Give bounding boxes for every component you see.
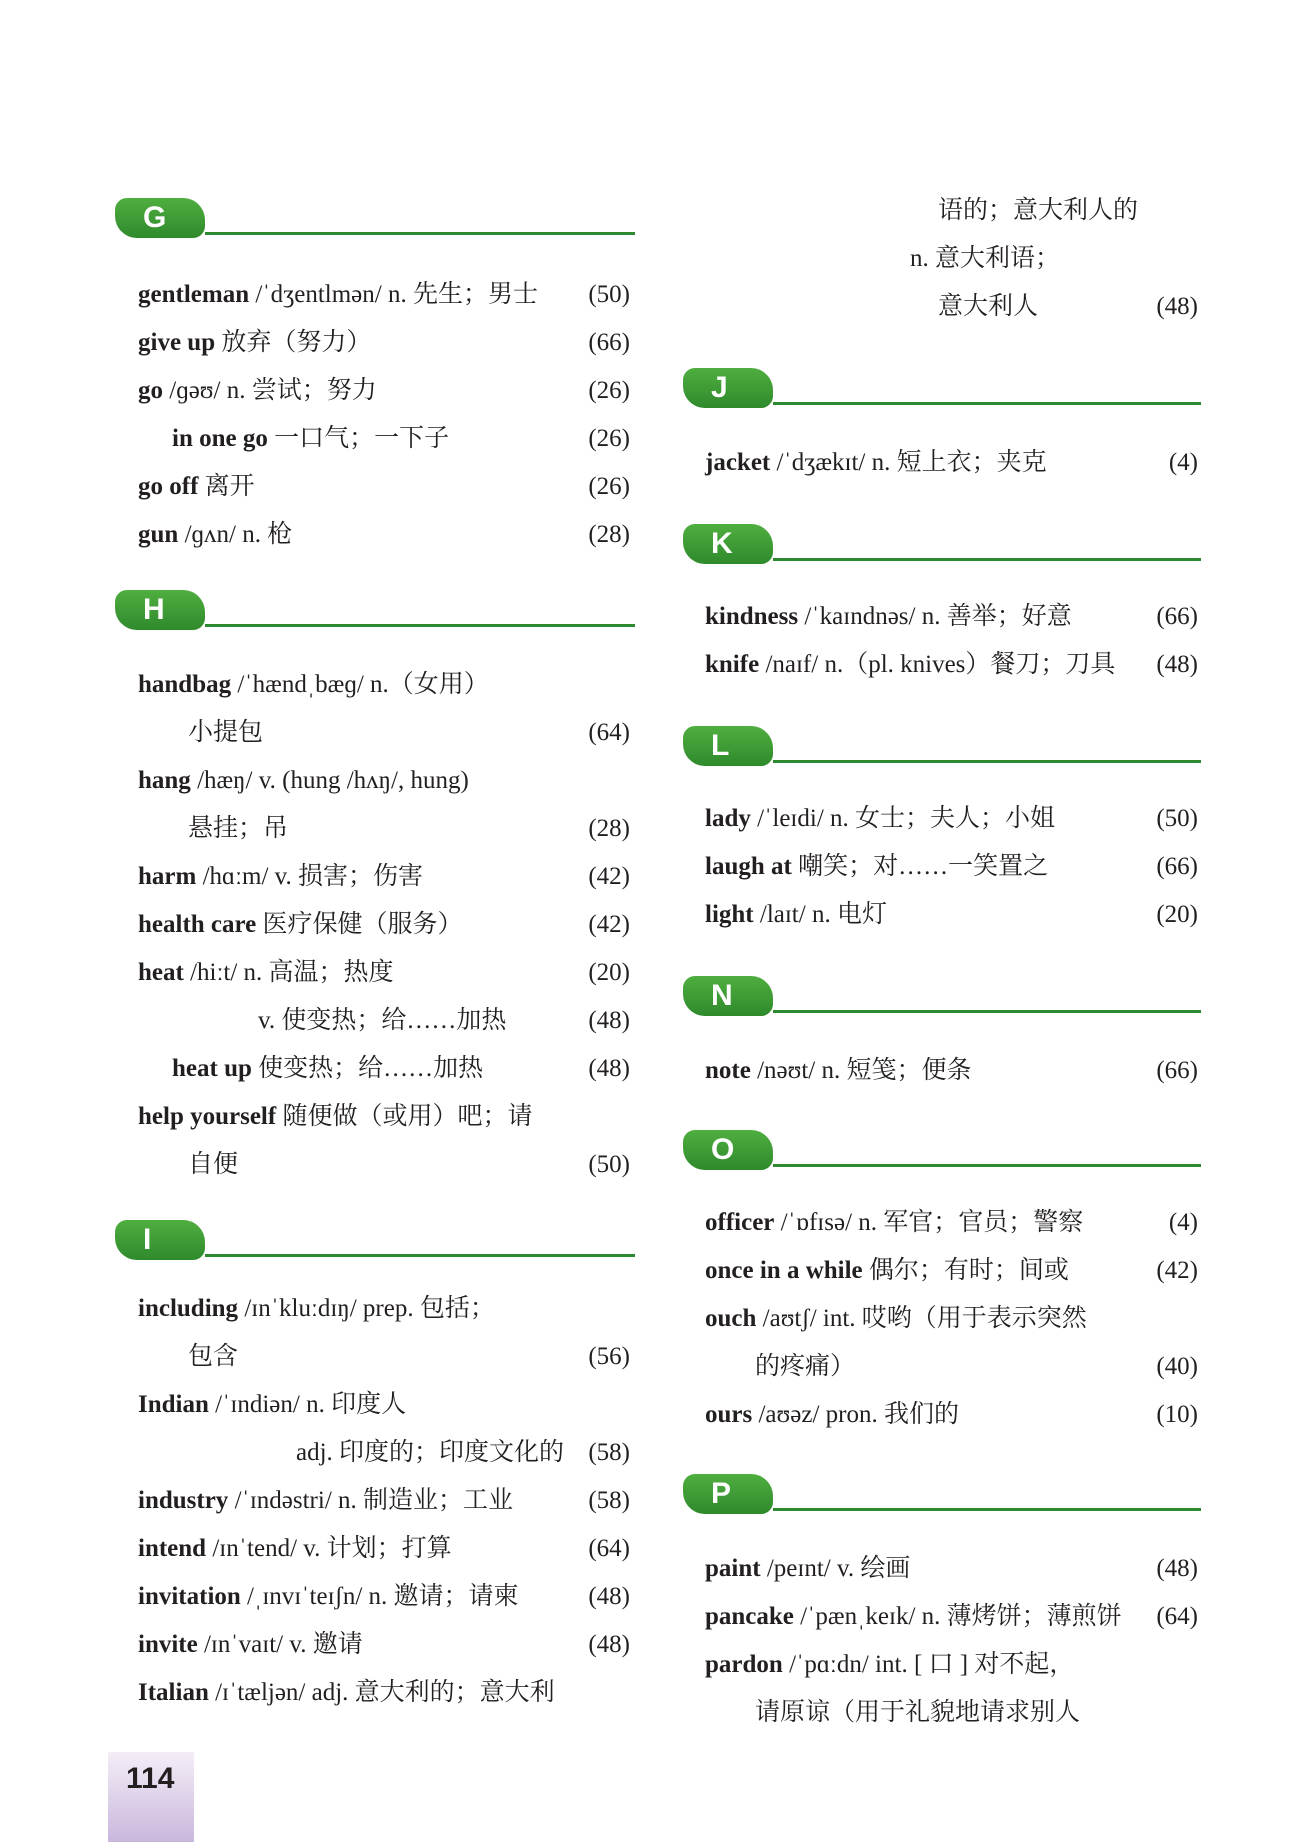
letter-header-g [115,198,635,242]
letter-header-k [683,524,1201,568]
letter-header-p [683,1474,1201,1518]
page-ref: (64) [1156,1603,1198,1630]
page-ref: (48) [1156,293,1198,320]
letter-tab: P [683,1474,773,1514]
entry: invite /ɪnˈvaɪt/ v. 邀请 [138,1631,363,1658]
letter-tab: L [683,726,773,766]
entry: knife /naɪf/ n.（pl. knives）餐刀；刀具 [705,651,1116,678]
page-ref: (66) [1156,603,1198,630]
letter-tab: G [115,198,205,238]
entry: harm /hɑːm/ v. 损害；伤害 [138,863,424,890]
entry: go off 离开 [138,473,255,500]
entry-continuation: v. 使变热；给……加热 [258,1007,507,1034]
entry: gentleman /ˈdʒentlmən/ n. 先生；男士 [138,281,538,308]
letter-header-j [683,368,1201,412]
page-ref: (42) [1156,1257,1198,1284]
page-ref: (48) [1156,1555,1198,1582]
letter-header-i [115,1220,635,1264]
entry: officer /ˈɒfɪsə/ n. 军官；官员；警察 [705,1209,1084,1236]
divider-line [773,558,1201,561]
divider-line [205,624,635,627]
entry: gun /ɡʌn/ n. 枪 [138,521,293,548]
page-ref: (48) [588,1007,630,1034]
page-ref: (66) [1156,1057,1198,1084]
letter-header-o [683,1130,1201,1174]
entry: industry /ˈɪndəstri/ n. 制造业；工业 [138,1487,514,1514]
entry-continuation: 的疼痛） [755,1353,856,1380]
letter-header-l [683,726,1201,770]
entry: laugh at 嘲笑；对……一笑置之 [705,853,1049,880]
entry: Italian /ɪˈtæljən/ adj. 意大利的；意大利 [138,1679,555,1706]
entry: help yourself 随便做（或用）吧；请 [138,1103,533,1130]
divider-line [205,1254,635,1257]
page-ref: (66) [1156,853,1198,880]
entry: including /ɪnˈkluːdɪŋ/ prep. 包括； [138,1295,495,1322]
letter-tab: K [683,524,773,564]
letter-tab: O [683,1130,773,1170]
divider-line [773,402,1201,405]
letter-tab: J [683,368,773,408]
page-ref: (48) [1156,651,1198,678]
entry: kindness /ˈkaɪndnəs/ n. 善举；好意 [705,603,1072,630]
letter-header-n [683,976,1201,1020]
entry: give up 放弃（努力） [138,329,372,356]
page-ref: (66) [588,329,630,356]
entry: light /laɪt/ n. 电灯 [705,901,887,928]
page-ref: (26) [588,425,630,452]
entry: heat up 使变热；给……加热 [172,1055,484,1082]
page-ref: (4) [1168,1209,1198,1236]
letter-tab: I [115,1220,205,1260]
entry: hang /hæŋ/ v. (hung /hʌŋ/, hung) [138,767,469,794]
divider-line [773,1164,1201,1167]
page-ref: (42) [588,863,630,890]
entry: pancake /ˈpænˌkeɪk/ n. 薄烤饼；薄煎饼 [705,1603,1122,1630]
entry: ouch /aʊtʃ/ int. 哎哟（用于表示突然 [705,1305,1087,1332]
entry-continuation: 语的；意大利人的 [938,197,1139,224]
entry-continuation: 意大利人 [938,293,1039,320]
letter-tab: H [115,590,205,630]
entry: ours /aʊəz/ pron. 我们的 [705,1401,959,1428]
entry-continuation: 自便 [188,1151,239,1178]
page-ref: (48) [588,1583,630,1610]
entry: go /ɡəʊ/ n. 尝试；努力 [138,377,377,404]
page-ref: (26) [588,377,630,404]
page-ref: (64) [588,1535,630,1562]
page-ref: (56) [588,1343,630,1370]
page-ref: (42) [588,911,630,938]
divider-line [773,760,1201,763]
entry: handbag /ˈhændˌbæɡ/ n.（女用） [138,671,489,698]
entry: jacket /ˈdʒækɪt/ n. 短上衣；夹克 [705,449,1047,476]
page-ref: (58) [588,1439,630,1466]
entry: heat /hiːt/ n. 高温；热度 [138,959,394,986]
entry-continuation: n. 意大利语； [910,245,1061,272]
page-ref: (28) [588,521,630,548]
entry-continuation: adj. 印度的；印度文化的 [296,1439,565,1466]
entry: health care 医疗保健（服务） [138,911,463,938]
page-ref: (4) [1168,449,1198,476]
page-ref: (48) [588,1631,630,1658]
page-number: 114 [126,1762,175,1795]
entry-continuation: 小提包 [188,719,264,746]
page-ref: (40) [1156,1353,1198,1380]
page-ref: (50) [588,281,630,308]
page-ref: (64) [588,719,630,746]
page-ref: (48) [588,1055,630,1082]
entry: intend /ɪnˈtend/ v. 计划；打算 [138,1535,452,1562]
page-ref: (50) [588,1151,630,1178]
page-ref: (28) [588,815,630,842]
entry: pardon /ˈpɑːdn/ int. [ 口 ] 对不起， [705,1651,1075,1678]
divider-line [205,232,635,235]
divider-line [773,1010,1201,1013]
entry-continuation: 包含 [188,1343,239,1370]
entry-continuation: 悬挂；吊 [188,815,289,842]
divider-line [773,1508,1201,1511]
entry: in one go 一口气；一下子 [172,425,450,452]
letter-tab: N [683,976,773,1016]
entry: paint /peɪnt/ v. 绘画 [705,1555,911,1582]
entry: lady /ˈleɪdi/ n. 女士；夫人；小姐 [705,805,1056,832]
entry: note /nəʊt/ n. 短笺；便条 [705,1057,972,1084]
page-ref: (20) [1156,901,1198,928]
page-ref: (26) [588,473,630,500]
entry: Indian /ˈɪndiən/ n. 印度人 [138,1391,407,1418]
page-ref: (10) [1156,1401,1198,1428]
page-ref: (20) [588,959,630,986]
entry-continuation: 请原谅（用于礼貌地请求别人 [755,1699,1081,1726]
page-ref: (50) [1156,805,1198,832]
page-ref: (58) [588,1487,630,1514]
entry: invitation /ˌɪnvɪˈteɪʃn/ n. 邀请；请柬 [138,1583,519,1610]
entry: once in a while 偶尔；有时；间或 [705,1257,1069,1284]
letter-header-h [115,590,635,634]
